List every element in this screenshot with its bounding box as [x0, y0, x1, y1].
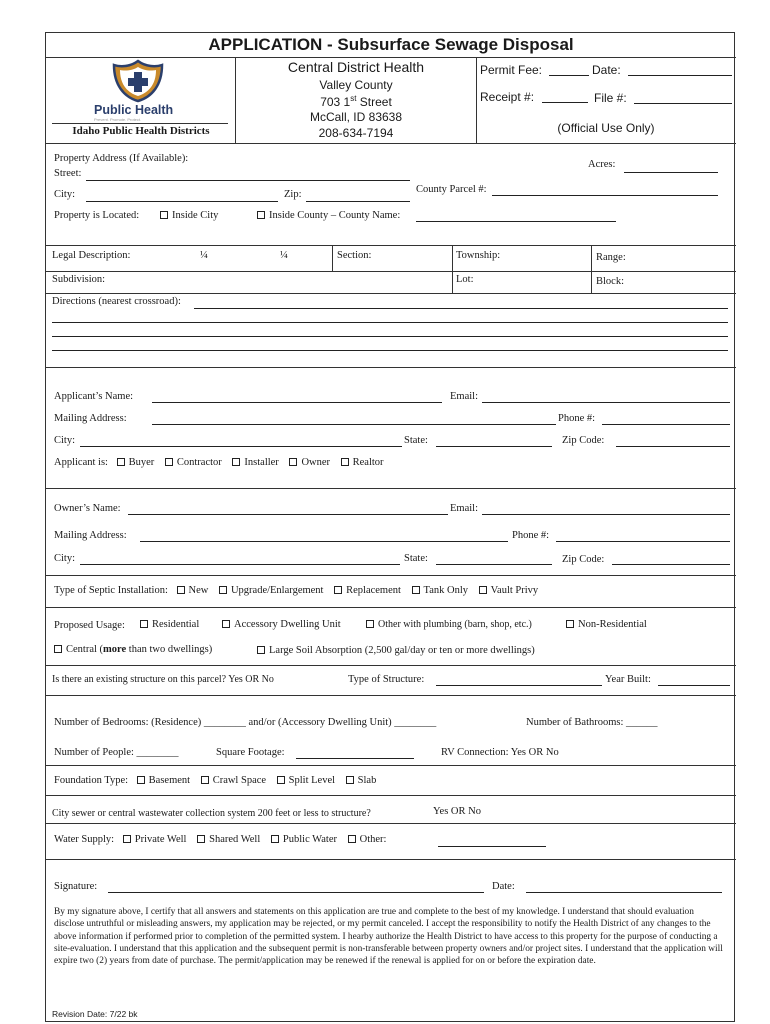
idaho-shield-icon	[112, 59, 164, 103]
owner-state-label: State:	[404, 553, 428, 564]
applicant-zip-field[interactable]	[616, 446, 730, 447]
file-label: File #:	[594, 91, 627, 105]
applicant-role-group	[54, 457, 392, 468]
septic-upgrade[interactable]	[219, 585, 324, 596]
owner-phone-field[interactable]	[556, 541, 730, 542]
subdivision-label: Subdivision:	[52, 274, 106, 285]
county-name-field[interactable]	[416, 221, 616, 222]
septic-type-label: Type of Septic Installation:	[54, 585, 168, 596]
applicant-mailing-field[interactable]	[152, 424, 556, 425]
file-field[interactable]	[634, 103, 732, 104]
role-buyer-checkbox[interactable]	[117, 458, 125, 466]
water-label: Water Supply:	[54, 834, 115, 845]
parcel-field[interactable]	[492, 195, 718, 196]
applicant-mailing-label: Mailing Address:	[54, 413, 127, 424]
foundation-crawl[interactable]	[201, 775, 266, 786]
owner-zip-label: Zip Code:	[562, 554, 605, 565]
water-shared-checkbox[interactable]	[197, 835, 205, 843]
usage-large-checkbox[interactable]	[257, 646, 265, 654]
foundation-split-label: Split Level	[288, 775, 336, 786]
district-name: Central District Health	[287, 59, 425, 75]
directions-field-2[interactable]	[52, 322, 728, 323]
septic-vault-privy[interactable]	[479, 585, 539, 596]
water-public[interactable]	[271, 834, 337, 845]
usage-large-label: Large Soil Absorption (2,500 gal/day or ten or more dwellings)	[269, 645, 535, 656]
logo-tagline: Prevent. Promote. Protect.	[94, 117, 142, 122]
office-date-label: Date:	[592, 63, 621, 77]
septic-tank-only[interactable]	[412, 585, 468, 596]
year-built-field[interactable]	[658, 685, 730, 686]
city-field[interactable]	[86, 201, 278, 202]
inside-county-checkbox[interactable]	[257, 211, 265, 219]
owner-zip-field[interactable]	[612, 564, 730, 565]
applicant-name-field[interactable]	[152, 402, 442, 403]
block-label: Block:	[596, 276, 624, 287]
district-street	[236, 94, 476, 109]
directions-field-1[interactable]	[194, 308, 728, 309]
role-realtor-checkbox[interactable]	[341, 458, 349, 466]
receipt-field[interactable]	[542, 102, 588, 103]
usage-nonres[interactable]	[566, 619, 647, 630]
street-field[interactable]	[86, 180, 410, 181]
logo-block	[46, 57, 236, 143]
street-suffix: st	[350, 94, 357, 103]
logo-org: Idaho Public Health Districts	[72, 125, 210, 137]
signature-label: Signature:	[54, 881, 98, 892]
owner-email-label: Email:	[450, 503, 478, 514]
role-contractor-label: Contractor	[176, 457, 222, 468]
form-title: APPLICATION - Subsurface Sewage Disposal	[208, 35, 574, 54]
structure-type-field[interactable]	[436, 685, 602, 686]
water-other[interactable]	[348, 834, 387, 845]
septic-new[interactable]	[177, 585, 209, 596]
usage-adu[interactable]	[222, 619, 341, 630]
foundation-slab-checkbox[interactable]	[346, 776, 354, 784]
people-text: Number of People: ________	[54, 747, 179, 758]
owner-email-field[interactable]	[482, 514, 730, 515]
usage-residential-checkbox[interactable]	[140, 620, 148, 628]
role-contractor[interactable]	[165, 457, 222, 468]
septic-upgrade-checkbox[interactable]	[219, 586, 227, 594]
water-shared[interactable]	[197, 834, 260, 845]
usage-large[interactable]	[257, 645, 535, 656]
septic-replacement[interactable]	[334, 585, 401, 596]
foundation-group	[54, 775, 384, 786]
septic-tank-only-label: Tank Only	[423, 585, 469, 596]
property-located-label: Property is Located:	[54, 210, 140, 221]
quarter-1: ¼	[200, 250, 208, 261]
role-buyer[interactable]	[117, 457, 155, 468]
usage-other-label: Other with plumbing (barn, shop, etc.)	[378, 619, 532, 630]
applicant-city-label: City:	[54, 435, 76, 446]
application-form	[45, 32, 735, 1022]
applicant-email-field[interactable]	[482, 402, 730, 403]
foundation-basement[interactable]	[137, 775, 190, 786]
role-buyer-label: Buyer	[128, 457, 155, 468]
septic-tank-only-checkbox[interactable]	[412, 586, 420, 594]
role-installer-label: Installer	[244, 457, 279, 468]
usage-central-checkbox[interactable]	[54, 645, 62, 653]
applicant-phone-label: Phone #:	[558, 413, 596, 424]
owner-name-label: Owner’s Name:	[54, 503, 121, 514]
water-private[interactable]	[123, 834, 187, 845]
water-other-checkbox[interactable]	[348, 835, 356, 843]
existing-structure-question: Is there an existing structure on this parcel? Yes OR No	[52, 674, 274, 685]
sqft-field[interactable]	[296, 758, 414, 759]
role-installer-checkbox[interactable]	[232, 458, 240, 466]
usage-residential-label: Residential	[152, 619, 200, 630]
usage-central[interactable]	[54, 644, 212, 655]
bedrooms-text: Number of Bedrooms: (Residence) ________ and/or (Accessory Dwelling Unit) ________	[54, 717, 437, 728]
usage-label: Proposed Usage:	[54, 620, 125, 631]
directions-field-4[interactable]	[52, 350, 728, 351]
role-realtor[interactable]	[341, 457, 384, 468]
water-private-checkbox[interactable]	[123, 835, 131, 843]
inside-city-option[interactable]	[160, 210, 218, 221]
role-owner[interactable]	[289, 457, 330, 468]
section-label: Section:	[337, 250, 372, 261]
water-group	[54, 834, 394, 845]
applicant-state-field[interactable]	[436, 446, 552, 447]
water-public-checkbox[interactable]	[271, 835, 279, 843]
septic-replacement-label: Replacement	[346, 585, 401, 596]
signature-field[interactable]	[108, 892, 484, 893]
logo-brand: Public Health	[94, 103, 174, 117]
receipt-label: Receipt #:	[480, 90, 535, 104]
inside-county-option[interactable]	[257, 210, 400, 221]
signature-date-field[interactable]	[526, 892, 722, 893]
usage-residential[interactable]	[140, 619, 199, 630]
foundation-basement-checkbox[interactable]	[137, 776, 145, 784]
sqft-label: Square Footage:	[216, 747, 285, 758]
foundation-crawl-checkbox[interactable]	[201, 776, 209, 784]
usage-other[interactable]	[366, 619, 532, 630]
inside-city-label: Inside City	[172, 210, 219, 221]
central-post: than two dwellings)	[126, 644, 213, 655]
sewer-question: City sewer or central wastewater collection system 200 feet or less to structure?	[52, 808, 371, 819]
role-installer[interactable]	[232, 457, 278, 468]
owner-phone-label: Phone #:	[512, 530, 550, 541]
usage-nonres-label: Non-Residential	[578, 619, 647, 630]
district-city: McCall, ID 83638	[309, 110, 403, 124]
role-owner-checkbox[interactable]	[289, 458, 297, 466]
inside-county-label: Inside County – County Name:	[269, 210, 401, 221]
acres-label: Acres:	[588, 159, 616, 170]
owner-mailing-label: Mailing Address:	[54, 530, 127, 541]
permit-fee-label: Permit Fee:	[480, 63, 543, 77]
acres-field[interactable]	[624, 172, 718, 173]
water-shared-label: Shared Well	[209, 834, 261, 845]
applicant-email-label: Email:	[450, 391, 478, 402]
applicant-phone-field[interactable]	[602, 424, 730, 425]
city-label: City:	[54, 189, 76, 200]
parcel-label: County Parcel #:	[416, 184, 487, 195]
owner-mailing-field[interactable]	[140, 541, 508, 542]
zip-field[interactable]	[306, 201, 410, 202]
applicant-state-label: State:	[404, 435, 428, 446]
district-phone: 208-634-7194	[318, 126, 394, 140]
foundation-basement-label: Basement	[148, 775, 191, 786]
sewer-answer: Yes OR No	[433, 806, 481, 817]
applicant-city-field[interactable]	[80, 446, 402, 447]
water-private-label: Private Well	[134, 834, 187, 845]
official-use-note: (Official Use Only)	[557, 121, 655, 135]
foundation-slab-label: Slab	[357, 775, 377, 786]
usage-other-checkbox[interactable]	[366, 620, 374, 628]
foundation-split[interactable]	[277, 775, 335, 786]
legal-description-label: Legal Description:	[52, 250, 131, 261]
year-built-label: Year Built:	[605, 674, 651, 685]
septic-upgrade-label: Upgrade/Enlargement	[230, 585, 324, 596]
directions-field-3[interactable]	[52, 336, 728, 337]
role-contractor-checkbox[interactable]	[165, 458, 173, 466]
septic-type-group	[54, 585, 546, 596]
owner-state-field[interactable]	[436, 564, 552, 565]
street-name: Street	[356, 95, 392, 109]
range-label: Range:	[596, 252, 626, 263]
usage-nonres-checkbox[interactable]	[566, 620, 574, 628]
bathrooms-text: Number of Bathrooms: ______	[526, 717, 658, 728]
central-bold: more	[103, 644, 127, 655]
street-number: 703 1	[320, 95, 351, 109]
usage-adu-checkbox[interactable]	[222, 620, 230, 628]
septic-vault-privy-checkbox[interactable]	[479, 586, 487, 594]
permit-fee-field[interactable]	[549, 75, 589, 76]
water-public-label: Public Water	[282, 834, 337, 845]
foundation-label: Foundation Type:	[54, 775, 129, 786]
septic-new-label: New	[188, 585, 209, 596]
township-label: Township:	[456, 250, 501, 261]
applicant-is-label: Applicant is:	[54, 457, 108, 468]
water-other-label: Other:	[359, 834, 387, 845]
foundation-slab[interactable]	[346, 775, 377, 786]
septic-new-checkbox[interactable]	[177, 586, 185, 594]
water-other-field[interactable]	[438, 846, 546, 847]
structure-type-label: Type of Structure:	[348, 674, 425, 685]
septic-vault-privy-label: Vault Privy	[490, 585, 539, 596]
applicant-name-label: Applicant’s Name:	[54, 391, 134, 402]
foundation-split-checkbox[interactable]	[277, 776, 285, 784]
role-owner-label: Owner	[301, 457, 331, 468]
role-realtor-label: Realtor	[352, 457, 384, 468]
applicant-zip-label: Zip Code:	[562, 435, 605, 446]
property-address-label: Property Address (If Available):	[54, 153, 189, 164]
septic-replacement-checkbox[interactable]	[334, 586, 342, 594]
owner-city-label: City:	[54, 553, 76, 564]
district-county: Valley County	[319, 78, 393, 92]
central-pre: Central (	[66, 644, 104, 655]
revision-date: Revision Date: 7/22 bk	[52, 1009, 138, 1019]
zip-label: Zip:	[284, 189, 302, 200]
inside-city-checkbox[interactable]	[160, 211, 168, 219]
office-date-field[interactable]	[628, 75, 732, 76]
certification-statement: By my signature above, I certify that all answers and statements on this application are true and complete to the best of my knowledge. I understand that should evaluation disclose untruthful or misleading answers, my application may be rejected, or my permit canceled. I accept the responsibility to notify the Health District of any changes to the above information if performed prior to completion of the permitted system. I hearby authorize the Health District to have access to this property for the purpose of conducting a site-evaluation. I understand that this application and the subsequent permit is non-transferable between property owners and/or project sites. I understand that the application will expire two (2) years from date of purchase. The permit/application may be renewed if the renewal is applied for on or before the expiration date.	[54, 907, 723, 967]
signature-date-label: Date:	[492, 881, 515, 892]
owner-city-field[interactable]	[80, 564, 400, 565]
rv-text: RV Connection: Yes OR No	[441, 747, 559, 758]
street-label: Street:	[54, 168, 82, 179]
quarter-2: ¼	[280, 250, 288, 261]
owner-name-field[interactable]	[128, 514, 448, 515]
usage-adu-label: Accessory Dwelling Unit	[234, 619, 341, 630]
lot-label: Lot:	[456, 274, 474, 285]
directions-label: Directions (nearest crossroad):	[52, 296, 181, 307]
foundation-crawl-label: Crawl Space	[212, 775, 267, 786]
